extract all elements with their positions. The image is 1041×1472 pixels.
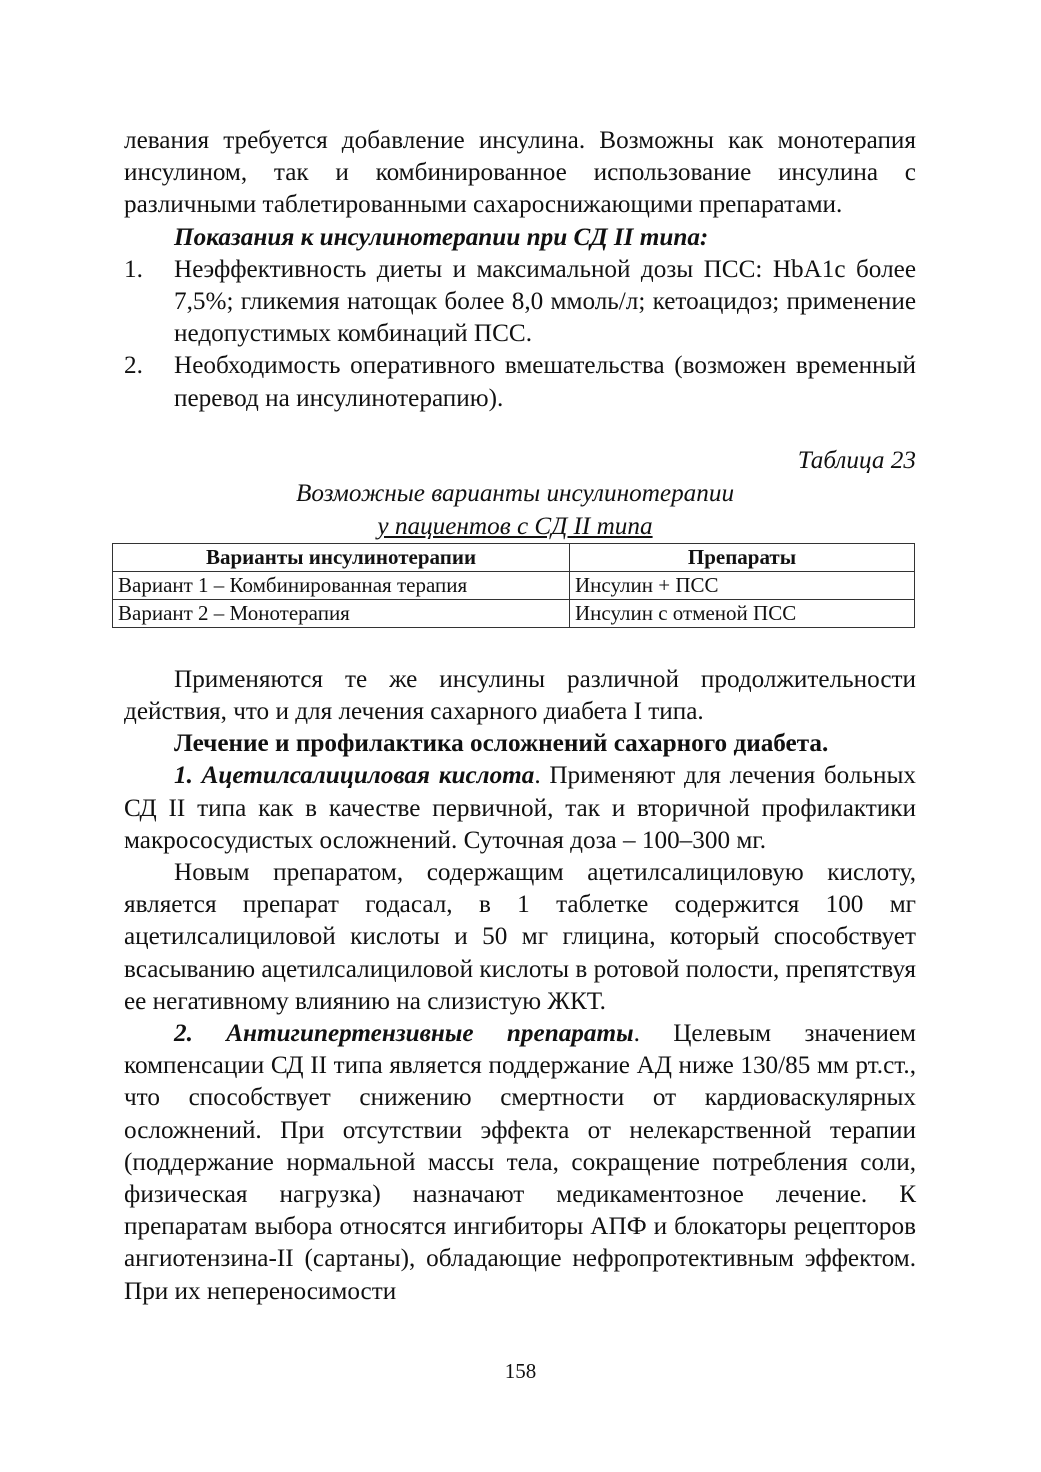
antihypertensive-text: . Целевым значением компенсации СД II типа является поддержание АД ниже 130/85 мм рт.ст., что способствует снижению смертности от кардиоваскулярных осложнений. При отсутствии эффекта от нелекарственной терапии (поддержание нормальной массы тела, сокращение потребления соли, физическая нагрузка) назначают медикаментозное лечение. К препаратам выбора относятся ингибиторы АПФ и блокаторы рецепторов ангиотензина-II (сартаны), обладающие нефропротективным эффектом. При их непереносимости	[124, 1020, 916, 1305]
table-header-cell: Препараты	[570, 543, 915, 571]
table-title-line2-text: у пациентов с СД II типа	[377, 512, 653, 540]
paragraph-antihypertensive	[124, 1018, 916, 1308]
paragraph-intro: левания требуется добавление инсулина. Возможны как монотерапия инсулином, так и комбинированное использование инсулина с различными таблетированными сахароснижающими препаратами.	[124, 127, 916, 219]
page-body	[118, 125, 916, 1308]
paragraph-insulins: Применяются те же инсулины различной продолжительности действия, что и для лечения сахарного диабета I типа.	[124, 665, 916, 726]
table-cell: Инсулин + ПСС	[570, 571, 915, 599]
table-cell: Вариант 1 – Комбинированная терапия	[113, 571, 570, 599]
list-item	[124, 254, 916, 351]
paragraph-aspirin	[124, 760, 916, 857]
aspirin-text: . Применяют для лечения больных СД II типа как в качестве первичной, так и вторичной профилактики макрососудистых осложнений. Суточная доза – 100–300 мг.	[124, 762, 916, 854]
list-item-number: 1.	[124, 255, 143, 283]
table-title-line2	[124, 510, 916, 543]
list-item-text: Необходимость оперативного вмешательства (возможен временный перевод на инсулинотерапию).	[174, 352, 916, 412]
indications-heading: Показания к инсулинотерапии при СД II типа:	[174, 223, 709, 251]
aspirin-lead: 1. Ацетилсалициловая кислота	[174, 762, 535, 790]
list-item-number: 2.	[124, 352, 143, 380]
table-header-row	[113, 543, 915, 571]
table-header-cell: Варианты инсулинотерапии	[113, 543, 570, 571]
table-row	[113, 599, 915, 627]
spacer	[124, 628, 916, 664]
page-number: 158	[504, 1359, 537, 1383]
complications-heading: Лечение и профилактика осложнений сахарного диабета.	[174, 730, 829, 758]
indications-list	[124, 254, 916, 415]
table-row	[113, 571, 915, 599]
table-cell: Инсулин с отменой ПСС	[570, 599, 915, 627]
list-item	[124, 350, 916, 414]
table-title-line1: Возможные варианты инсулинотерапии	[295, 479, 735, 507]
antihypertensive-lead: 2. Антигипертензивные препараты	[174, 1020, 634, 1048]
paragraph-godasal: Новым препаратом, содержащим ацетилсалициловую кислоту, является препарат годасал, в 1 таблетке содержится 100 мг ацетилсалициловой кислоты и 50 мг глицина, который способствует всасыванию ацетилсалициловой кислоты в ротовой полости, препятствуя ее негативному влиянию на слизистую ЖКТ.	[124, 859, 916, 1015]
list-item-text: Неэффективность диеты и максимальной дозы ПСС: HbA1c более 7,5%; гликемия натощак более 8,0 ммоль/л; кетоацидоз; применение недопустимых комбинаций ПСС.	[174, 255, 916, 348]
insulin-variants-table	[112, 543, 915, 628]
table-label: Таблица 23	[797, 446, 916, 474]
table-cell: Вариант 2 – Монотерапия	[113, 599, 570, 627]
